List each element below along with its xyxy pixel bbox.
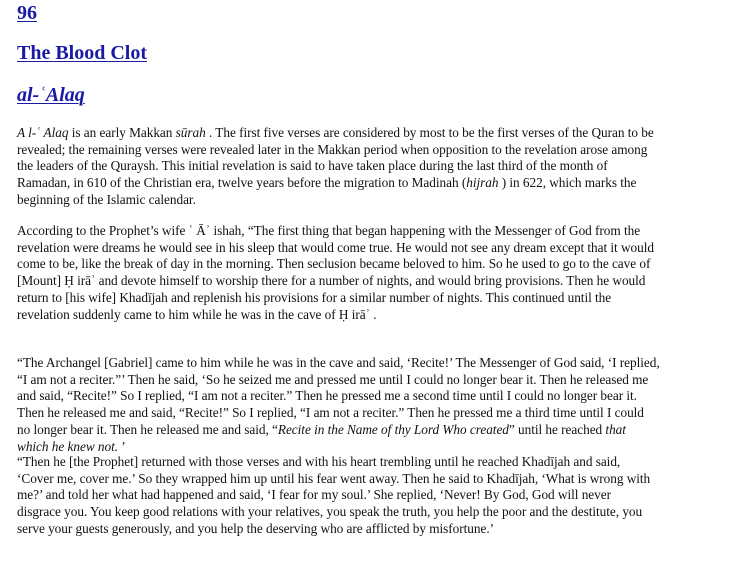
text-segment: beginning of the Islamic calendar. xyxy=(17,191,196,207)
text-segment: disgrace you. You keep good relations with your relatives, you speak the truth, you help the poor and the destitute, you xyxy=(17,504,643,520)
italic-text: hijrah xyxy=(466,175,499,191)
text-line xyxy=(17,158,742,175)
text-segment: is an early Makkan xyxy=(68,125,176,140)
text-segment: According to the Prophet’s wife ʿ Āʾ ishah, “The first thing that began happening with the Messenger of God from the xyxy=(17,223,641,238)
text-line xyxy=(17,372,742,389)
text-line xyxy=(17,388,742,405)
text-segment: [Mount] Ḥ irāʾ and devote himself to worship there for a number of nights, and would bring provisions. Then he would xyxy=(17,273,646,289)
surah-title-heading[interactable]: The Blood Clot xyxy=(17,42,148,64)
italic-text: A l-ʿ Alaq xyxy=(17,125,69,140)
text-line xyxy=(17,256,742,273)
italic-text: that xyxy=(605,421,626,437)
italic-text: sūrah xyxy=(175,125,206,140)
text-segment: come to be, like the break of day in the morning. Then seclusion became beloved to him. So he used to go to the cave of xyxy=(17,256,651,272)
text-segment: the leaders of the Quraysh. This initial revelation is said to have taken place during the last third of the month of xyxy=(17,158,608,174)
text-line xyxy=(17,223,742,240)
paragraph-introduction xyxy=(17,125,742,209)
text-segment: serve your guests generously, and you help the deserving who are afflicted by misfortune.’ xyxy=(17,520,495,536)
text-segment: Then he released me and said, “Recite!” So I replied, “I am not a reciter.” Then he pressed me a third time until I could xyxy=(17,405,644,421)
text-segment: Ramadan, in 610 of the Christian era, twelve years before the migration to Madinah ( xyxy=(17,175,467,191)
text-segment: ’ xyxy=(118,438,126,454)
text-segment: ) in 622, which marks the xyxy=(498,175,637,191)
text-line xyxy=(17,454,742,471)
text-segment: revelation were dreams he would see in his sleep that would come true. He would not see any dream except that it would xyxy=(17,239,654,255)
text-segment: return to [his wife] Khadījah and replenish his provisions for a similar number of nights. This continued until the xyxy=(17,289,612,305)
text-segment: no longer bear it. Then he released me and said, “ xyxy=(17,421,278,437)
text-line xyxy=(17,521,742,538)
text-segment: . The first five verses are considered by most to be the first verses of the Quran to be xyxy=(205,125,654,140)
text-line xyxy=(17,142,742,159)
text-line xyxy=(17,422,742,439)
text-segment: “I am not a reciter.”’ Then he said, ‘So he seized me and pressed me until I could no longer bear it. Then he released me xyxy=(17,371,649,387)
text-segment: “Then he [the Prophet] returned with those verses and with his heart trembling until he reached Khadījah and said, xyxy=(17,454,621,469)
text-line xyxy=(17,125,742,142)
text-segment: ” until he reached xyxy=(508,421,606,437)
text-segment: and said, “Recite!” So I replied, “I am not a reciter.” Then he pressed me a second time until I could no longer bear it. xyxy=(17,388,637,404)
text-line xyxy=(17,290,742,307)
paragraph-archangel-gabriel xyxy=(17,355,742,455)
text-segment: ‘Cover me, cover me.’ So they wrapped him up until his fear went away. Then he said to Khadījah, ‘What is wrong with xyxy=(17,470,651,486)
italic-text: which he knew not. xyxy=(17,438,119,454)
text-segment: revelation suddenly came to him while he was in the cave of Ḥ irāʾ . xyxy=(17,306,377,322)
text-line xyxy=(17,307,742,324)
text-line xyxy=(17,471,742,488)
text-line xyxy=(17,487,742,504)
italic-text: Recite in the Name of thy Lord Who created xyxy=(277,421,509,437)
paragraph-aishah-narration xyxy=(17,223,742,323)
text-segment: me?’ and told her what had happened and said, ‘I fear for my soul.’ She replied, ‘Never! By God, God will never xyxy=(17,487,611,503)
surah-number-heading[interactable]: 96 xyxy=(17,2,37,24)
text-line xyxy=(17,355,742,372)
text-line xyxy=(17,405,742,422)
text-line xyxy=(17,504,742,521)
text-segment: revealed; the remaining verses were revealed later in the Makkan period when opposition to the revelation arose among xyxy=(17,141,648,157)
text-line xyxy=(17,273,742,290)
surah-arabic-name-heading[interactable]: al-ʿAlaq xyxy=(17,84,85,106)
text-line xyxy=(17,240,742,257)
text-segment: “The Archangel [Gabriel] came to him while he was in the cave and said, ‘Recite!’ The Messenger of God said, ‘I replied, xyxy=(17,355,660,370)
paragraph-return-to-khadijah xyxy=(17,454,742,538)
text-line xyxy=(17,439,742,456)
text-line xyxy=(17,175,742,192)
text-line xyxy=(17,192,742,209)
